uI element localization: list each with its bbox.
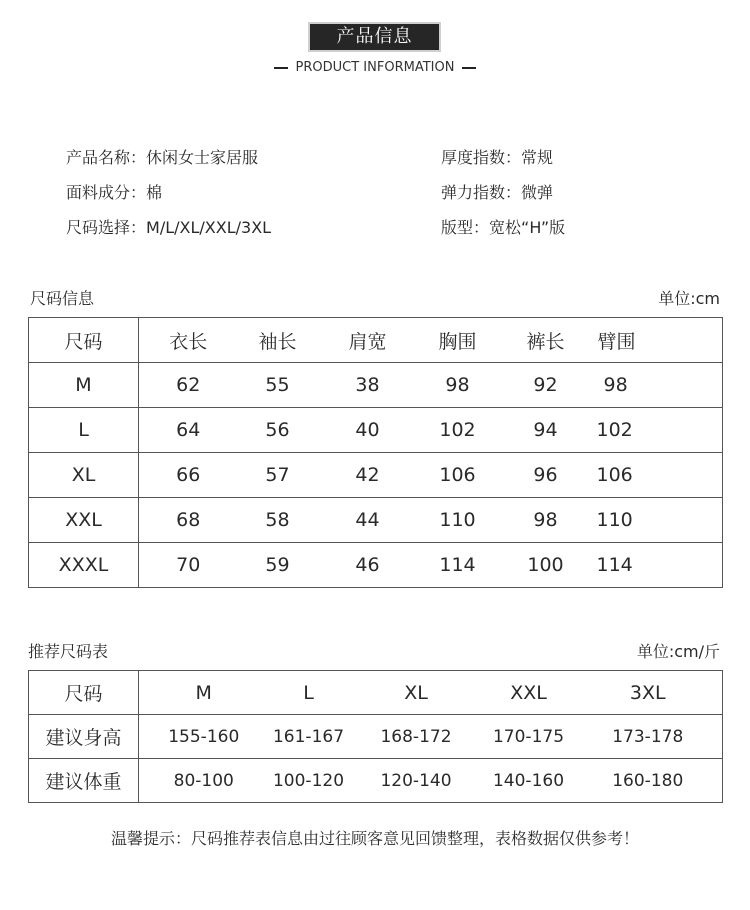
table-cell: 64 <box>139 408 238 453</box>
spec-sep: ： <box>505 183 522 202</box>
table-row <box>29 543 723 588</box>
table-cell: 46 <box>318 543 418 588</box>
header-cell: 裤长 <box>498 318 594 363</box>
table-cell: 173-178 <box>574 715 723 759</box>
table-cell: 92 <box>498 363 594 408</box>
table-cell: 80-100 <box>139 759 269 803</box>
table-cell: 70 <box>139 543 238 588</box>
table-cell: 59 <box>238 543 318 588</box>
spec-value: 棉 <box>146 183 163 202</box>
table-cell: 170-175 <box>484 715 574 759</box>
table-row <box>29 363 723 408</box>
table-cell: 建议身高 <box>29 715 139 759</box>
header-cell: 尺码 <box>29 318 139 363</box>
size-table <box>28 317 723 588</box>
table-cell: 56 <box>238 408 318 453</box>
table-cell: 114 <box>594 543 723 588</box>
header-cell: 胸围 <box>418 318 498 363</box>
table-cell: 100-120 <box>269 759 349 803</box>
table-cell: M <box>29 363 139 408</box>
header-cell: XXL <box>484 671 574 715</box>
table-cell: 102 <box>594 408 723 453</box>
table-cell: 98 <box>498 498 594 543</box>
spec-sep: ： <box>505 148 522 167</box>
table-cell: 155-160 <box>139 715 269 759</box>
table-cell: 102 <box>418 408 498 453</box>
page-title: 产品信息 <box>308 22 441 52</box>
table-cell: 42 <box>318 453 418 498</box>
table-row <box>29 759 723 803</box>
table-cell: XXXL <box>29 543 139 588</box>
recommend-table <box>28 670 723 803</box>
spec-fit <box>441 215 565 238</box>
table-cell: 106 <box>594 453 723 498</box>
divider-left <box>274 67 288 69</box>
spec-value: 微弹 <box>521 183 554 202</box>
table-cell: 62 <box>139 363 238 408</box>
table-cell: 98 <box>594 363 723 408</box>
table-cell: 160-180 <box>574 759 723 803</box>
spec-value: 宽松“H”版 <box>489 218 566 237</box>
spec-label: 弹力指数 <box>441 183 506 202</box>
table-cell: 110 <box>418 498 498 543</box>
table-cell: 38 <box>318 363 418 408</box>
spec-sep: ： <box>130 183 147 202</box>
table-header-row <box>29 318 723 363</box>
spec-label: 版型 <box>441 218 474 237</box>
header-cell: 臂围 <box>594 318 723 363</box>
table-cell: 40 <box>318 408 418 453</box>
subtitle-text: PRODUCT INFORMATION <box>295 60 455 75</box>
table-cell: L <box>29 408 139 453</box>
table-cell: 168-172 <box>349 715 484 759</box>
spec-label: 尺码选择 <box>66 218 131 237</box>
spec-sizes <box>66 215 271 238</box>
footer-tip: 温馨提示：尺码推荐表信息由过往顾客意见回馈整理，表格数据仅供参考！ <box>110 829 639 848</box>
spec-value: M/L/XL/XXL/3XL <box>146 218 272 237</box>
table-cell: 106 <box>418 453 498 498</box>
table-cell: 94 <box>498 408 594 453</box>
table-header-row <box>29 671 723 715</box>
size-info-label: 尺码信息 <box>30 289 95 308</box>
table-cell: 55 <box>238 363 318 408</box>
header-cell: 衣长 <box>139 318 238 363</box>
header-cell: L <box>269 671 349 715</box>
table-cell: 68 <box>139 498 238 543</box>
table-cell: 100 <box>498 543 594 588</box>
table-cell: 66 <box>139 453 238 498</box>
size-info-unit: 单位:cm <box>658 289 720 308</box>
table-row <box>29 498 723 543</box>
spec-value: 休闲女士家居服 <box>146 148 259 167</box>
spec-label: 厚度指数 <box>441 148 506 167</box>
page-subtitle <box>0 60 750 75</box>
table-cell: 114 <box>418 543 498 588</box>
header-cell: 尺码 <box>29 671 139 715</box>
spec-label: 面料成分 <box>66 183 131 202</box>
header-cell: M <box>139 671 269 715</box>
spec-elasticity <box>441 180 553 203</box>
table-cell: 120-140 <box>349 759 484 803</box>
table-cell: 110 <box>594 498 723 543</box>
spec-sep: ： <box>130 148 147 167</box>
table-cell: 44 <box>318 498 418 543</box>
header-cell: 3XL <box>574 671 723 715</box>
spec-fabric <box>66 180 162 203</box>
spec-value: 常规 <box>521 148 554 167</box>
divider-right <box>462 67 476 69</box>
table-cell: XL <box>29 453 139 498</box>
table-cell: 96 <box>498 453 594 498</box>
table-row <box>29 715 723 759</box>
spec-label: 产品名称 <box>66 148 131 167</box>
header-cell: 肩宽 <box>318 318 418 363</box>
table-cell: 58 <box>238 498 318 543</box>
spec-sep: ： <box>130 218 147 237</box>
table-cell: XXL <box>29 498 139 543</box>
header-cell: 袖长 <box>238 318 318 363</box>
table-cell: 建议体重 <box>29 759 139 803</box>
table-cell: 140-160 <box>484 759 574 803</box>
recommend-label: 推荐尺码表 <box>28 642 109 661</box>
table-cell: 57 <box>238 453 318 498</box>
table-cell: 98 <box>418 363 498 408</box>
header-cell: XL <box>349 671 484 715</box>
table-row <box>29 408 723 453</box>
spec-thickness <box>441 145 553 168</box>
table-row <box>29 453 723 498</box>
spec-sep: ： <box>473 218 490 237</box>
recommend-unit: 单位:cm/斤 <box>636 642 720 661</box>
table-cell: 161-167 <box>269 715 349 759</box>
spec-product-name <box>66 145 258 168</box>
